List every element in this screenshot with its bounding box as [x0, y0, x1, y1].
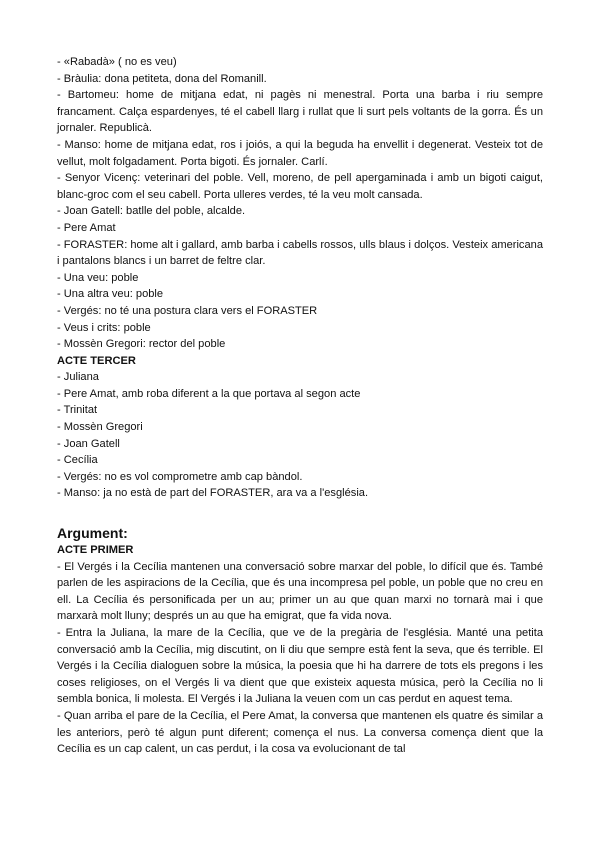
character-item: - Trinitat [57, 404, 98, 417]
character-item: - Una altra veu: poble [57, 288, 164, 301]
character-item: - Vergés: no es vol comprometre amb cap bàndol. [57, 470, 303, 483]
argument-paragraph: - Quan arriba el pare de la Cecília, el Pere Amat, la conversa que mantenen els quatre és similar a les anteriors, però té algun punt diferent; comença el nus. La conversa comença dient que la Cecília es un cap calent, un cas perdut, i la cosa va evolucionant de tal [57, 709, 543, 756]
character-item: - Vergés: no té una postura clara vers el FORASTER [57, 304, 318, 317]
character-item: - Manso: ja no està de part del FORASTER, ara va a l'església. [57, 487, 369, 500]
character-list-act2 [57, 54, 543, 353]
character-item: - Pere Amat, amb roba diferent a la que portava al segon acte [57, 387, 361, 400]
act3-heading: ACTE TERCER [57, 354, 136, 367]
character-item: - Veus i crits: poble [57, 321, 151, 334]
character-item: - Mossèn Gregori: rector del poble [57, 338, 226, 351]
character-item: - Juliana [57, 371, 99, 384]
character-item: - Bràulia: dona petiteta, dona del Romanill. [57, 72, 267, 85]
argument-paragraph: - Entra la Juliana, la mare de la Cecília, que ve de la pregària de l'església. Manté una petita conversació amb la Cecília, mig discutint, on li diu que sempre està fent la seva, que és terrible. El Vergés i la Cecília dialoguen sobre la música, la poesia que hi ha darrere de tots els pregons i les coses religioses, on el Vergés li va dient que que existeix aquesta música, però la Cecília no li sembla bonica, li molesta. El Vergés i la Juliana la veuen com un cas perdut en aquest tema. [57, 627, 543, 706]
character-list-act3 [57, 353, 543, 502]
character-item: - Senyor Vicenç: veterinari del poble. Vell, moreno, de pell apergaminada i amb un bigoti caigut, blanc-groc com el seu cabell. Porta ulleres verdes, té la veu molt cansada. [57, 172, 543, 201]
character-item: - Joan Gatell [57, 437, 120, 450]
character-item: - «Rabadà» ( no es veu) [57, 56, 177, 68]
character-item: - FORASTER: home alt i gallard, amb barba i cabells rossos, ulls blaus i dolços. Vesteix americana i pantalons blancs i un barret de feltre clar. [57, 238, 543, 268]
argument-paragraph: - El Vergés i la Cecília mantenen una conversació sobre marxar del poble, lo difícil que és. També parlen de les aspiracions de la Cecília, que és una incompresa pel poble, un poble que no creu en ell. La Cecília és personificada per un au; primer un au que quan marxi no tornarà mai i que marxarà molt lluny; després un au que ha emigrat, que fa vida nova. [57, 560, 543, 623]
act1-heading: ACTE PRIMER [57, 544, 134, 557]
character-item: - Mossèn Gregori [57, 421, 143, 434]
character-item: - Cecília [57, 454, 98, 467]
argument-heading: Argument: [57, 525, 128, 542]
argument-section [57, 524, 543, 758]
character-item: - Joan Gatell: batlle del poble, alcalde. [57, 205, 246, 218]
character-item: - Pere Amat [57, 221, 116, 234]
document-body [57, 54, 543, 758]
section-spacer [57, 502, 543, 524]
character-item: - Manso: home de mitjana edat, ros i joiós, a qui la beguda ha envellit i degenerat. Vesteix tot de vellut, molt folgadament. Porta bigoti. És jornaler. Carlí. [57, 138, 543, 168]
character-item: - Una veu: poble [57, 271, 139, 284]
character-item: - Bartomeu: home de mitjana edat, ni pagès ni menestral. Porta una barba i riu sempre francament. Calça espardenyes, té el cabell llarg i rullat que li surt pels voltants de la gorra. És un jornaler. Republicà. [57, 89, 543, 135]
